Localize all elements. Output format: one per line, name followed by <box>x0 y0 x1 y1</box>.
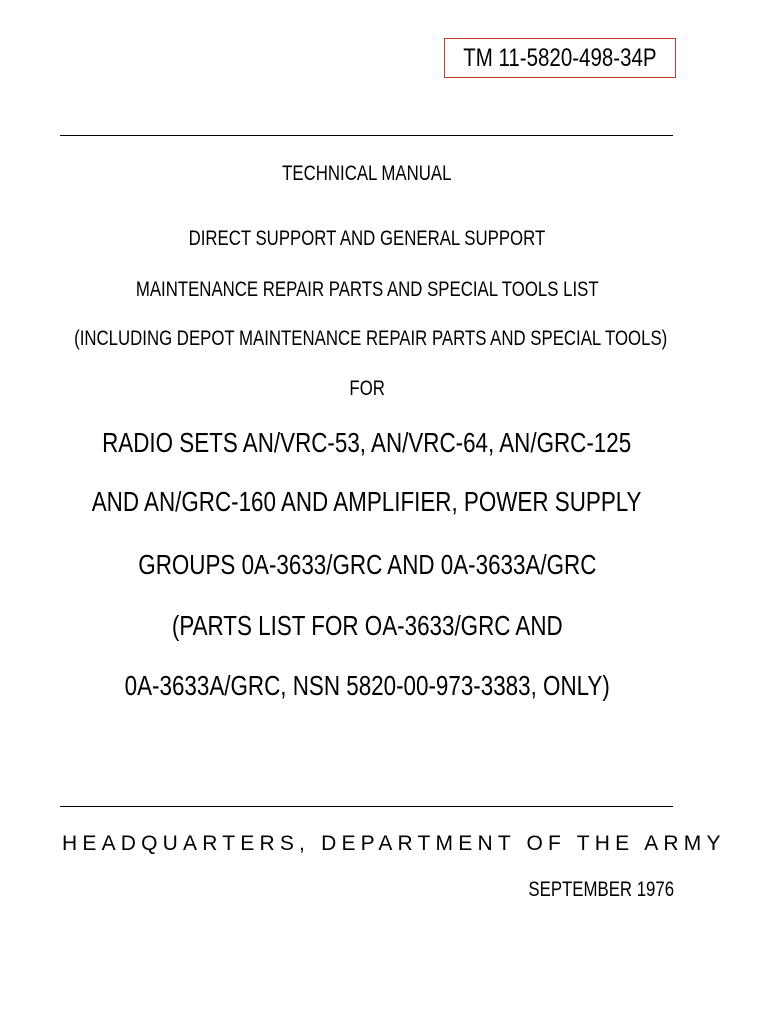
title-line-2: MAINTENANCE REPAIR PARTS AND SPECIAL TOOLS LIST <box>135 278 599 301</box>
publication-date: SEPTEMBER 1976 <box>528 878 674 901</box>
document-number: TM 11-5820-498-34P <box>463 43 657 72</box>
top-divider <box>60 135 673 136</box>
title-line-3: (INCLUDING DEPOT MAINTENANCE REPAIR PARTS AND SPECIAL TOOLS) <box>74 327 668 350</box>
subject-line-3: GROUPS 0A-3633/GRC AND 0A-3633A/GRC <box>137 549 597 580</box>
issuer: HEADQUARTERS, DEPARTMENT OF THE ARMY <box>62 832 726 855</box>
subject-line-1: RADIO SETS AN/VRC-53, AN/VRC-64, AN/GRC-125 <box>102 427 632 458</box>
bottom-divider <box>60 806 673 807</box>
for-label: FOR <box>349 377 385 400</box>
manual-type: TECHNICAL MANUAL <box>282 162 452 185</box>
document-number-box <box>444 38 676 78</box>
subject-line-4: (PARTS LIST FOR OA-3633/GRC AND <box>171 610 563 641</box>
subject-line-5: 0A-3633A/GRC, NSN 5820-00-973-3383, ONLY) <box>124 670 610 701</box>
title-line-1: DIRECT SUPPORT AND GENERAL SUPPORT <box>188 227 546 250</box>
subject-line-2: AND AN/GRC-160 AND AMPLIFIER, POWER SUPPLY <box>92 486 642 517</box>
